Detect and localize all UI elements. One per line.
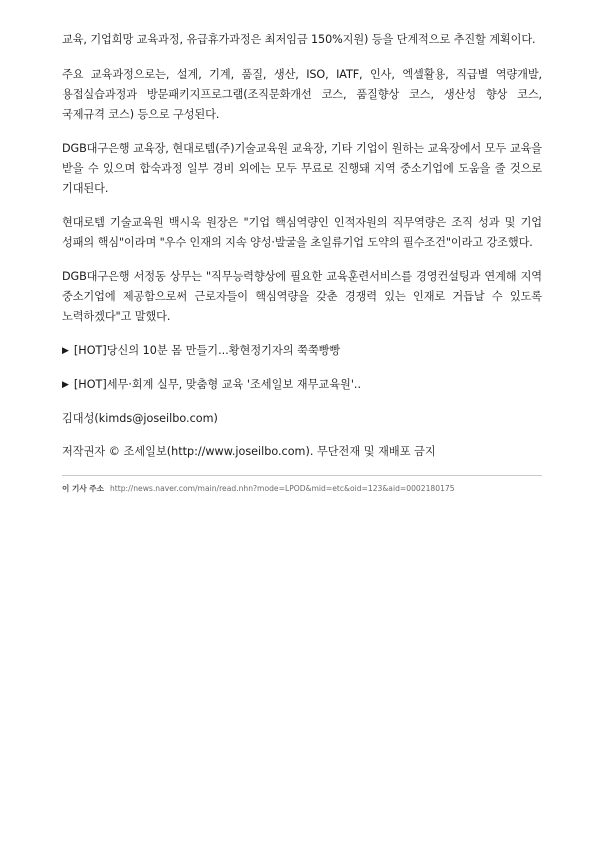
article-url-link[interactable]: http://news.naver.com/main/read.nhn?mode=LPOD&mid=etc&oid=123&aid=0002180175: [109, 484, 455, 493]
article-paragraph: DGB대구은행 서정동 상무는 "직무능력향상에 필요한 교육훈련서비스를 경영컨설팅과 연계해 지역 중소기업에 제공함으로써 근로자들이 핵심역량을 갖춘 경쟁력 있는 인재로 거듭날 수 있도록 노력하겠다"고 말했다.: [62, 270, 542, 323]
article-body: [62, 30, 542, 494]
divider: [62, 475, 542, 476]
reporter-byline: 김대성(kimds@joseilbo.com): [62, 412, 218, 425]
article-paragraph: 교육, 기업희망 교육과정, 유급휴가과정은 최저임금 150%지원) 등을 단계적으로 추진할 계획이다.: [62, 33, 536, 46]
article-url-label: 이 기사 주소: [62, 484, 104, 493]
related-link-1[interactable]: [62, 341, 542, 361]
play-arrow-icon: ▶: [62, 380, 69, 390]
play-arrow-icon: ▶: [62, 346, 69, 356]
article-url-line: [62, 483, 542, 494]
copyright-notice: 저작권자 © 조세일보(http://www.joseilbo.com). 무단전재 및 재배포 금지: [62, 445, 436, 458]
related-link-text[interactable]: [HOT]세무·회계 실무, 맞춤형 교육 '조세일보 재무교육원'..: [73, 378, 362, 391]
article-paragraph: DGB대구은행 교육장, 현대로템(주)기술교육원 교육장, 기타 기업이 원하는 교육장에서 모두 교육을 받을 수 있으며 합숙과정 일부 경비 외에는 모두 무료로 진행돼 지역 중소기업에 도움을 줄 것으로 기대된다.: [62, 142, 542, 195]
related-link-2[interactable]: [62, 375, 542, 395]
article-paragraph: 현대로템 기술교육원 백시욱 원장은 "기업 핵심역량인 인적자원의 직무역량은 조직 성과 및 기업 성패의 핵심"이라며 "우수 인재의 지속 양성·발굴을 초일류기업 도약의 필수조건"이라고 강조했다.: [62, 216, 542, 249]
article-paragraph: 주요 교육과정으로는, 설계, 기계, 품질, 생산, ISO, IATF, 인사, 엑셀활용, 직급별 역량개발, 용접실습과정과 방문패키지프로그램(조직문화개선 코스, 품질향상 코스, 생산성 향상 코스, 국제규격 코스) 등으로 구성된다.: [62, 68, 542, 121]
related-link-text[interactable]: [HOT]당신의 10분 몸 만들기...황현정기자의 쭉쭉빵빵: [73, 344, 341, 357]
